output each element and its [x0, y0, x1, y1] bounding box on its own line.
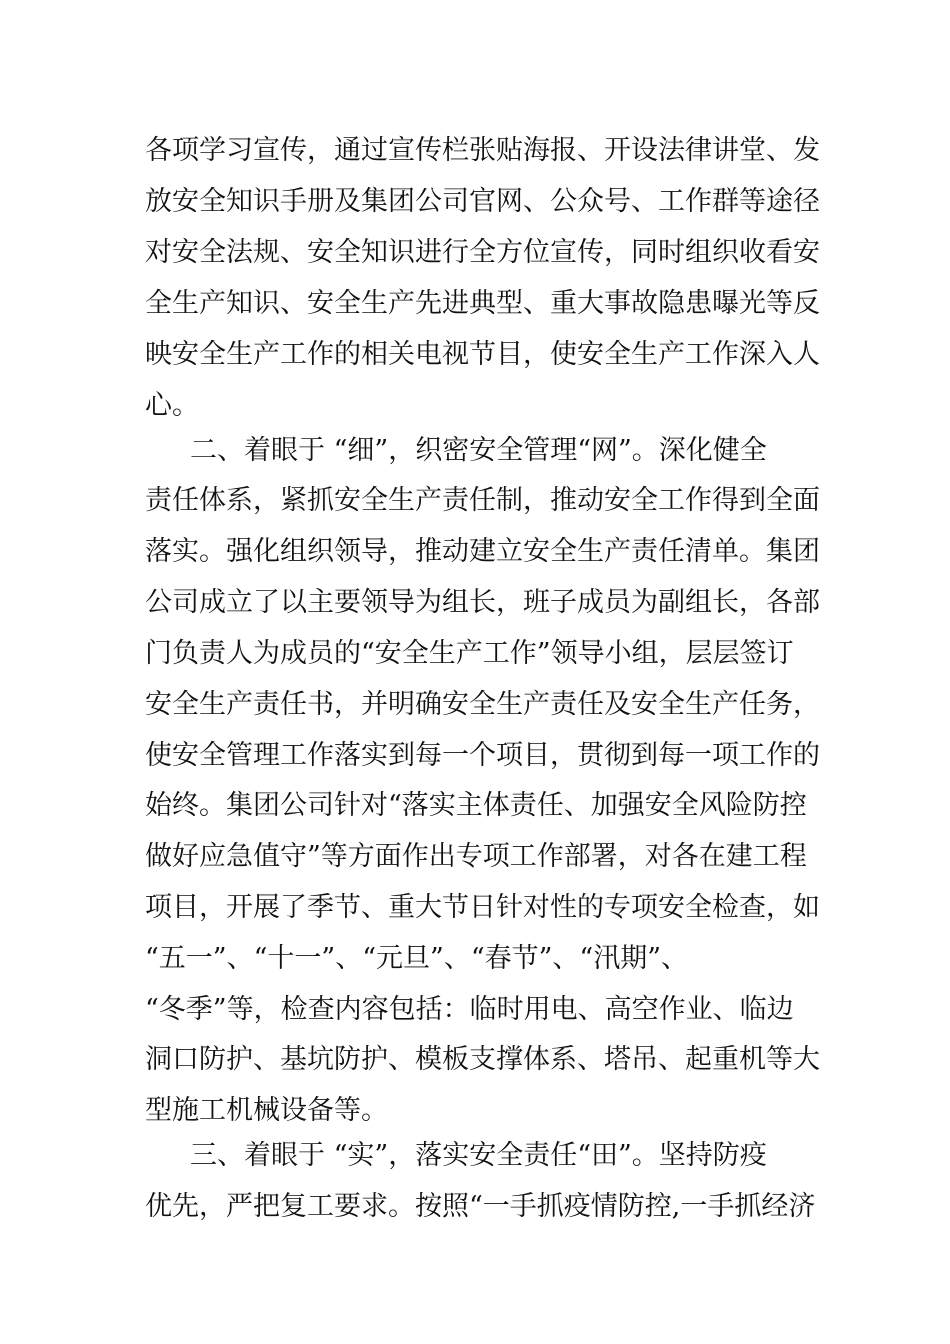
section-heading-line: 三、着眼于 “实”，落实安全责任“田”。坚持防疫 [190, 1140, 767, 1171]
text-line: 落实。强化组织领导，推动建立安全生产责任清单。集团 [145, 536, 820, 567]
text-line: “五一”、“十一”、“元旦”、“春节”、“汛期”、 [145, 943, 689, 974]
text-line: 对安全法规、安全知识进行全方位宣传，同时组织收看安 [145, 237, 820, 268]
text-line: 心。 [145, 390, 199, 421]
text-line: “冬季”等，检查内容包括：临时用电、高空作业、临边 [145, 994, 794, 1025]
text-line: 做好应急值守”等方面作出专项工作部署，对各在建工程 [145, 841, 807, 872]
text-line: 洞口防护、基坑防护、模板支撑体系、塔吊、起重机等大 [145, 1044, 820, 1075]
text-line: 映安全生产工作的相关电视节目，使安全生产工作深入人 [145, 339, 820, 370]
text-line: 公司成立了以主要领导为组长，班子成员为副组长，各部 [145, 587, 820, 618]
text-line: 全生产知识、安全生产先进典型、重大事故隐患曝光等反 [145, 288, 820, 319]
text-line: 门负责人为成员的“安全生产工作”领导小组，层层签订 [145, 638, 794, 669]
text-line: 责任体系，紧抓安全生产责任制，推动安全工作得到全面 [145, 485, 820, 516]
text-line: 项目，开展了季节、重大节日针对性的专项安全检查，如 [145, 892, 820, 923]
text-line: 型施工机械设备等。 [145, 1095, 388, 1126]
text-line: 安全生产责任书，并明确安全生产责任及安全生产任务， [145, 689, 820, 720]
text-line: 各项学习宣传，通过宣传栏张贴海报、开设法律讲堂、发 [145, 135, 820, 166]
text-line: 放安全知识手册及集团公司官网、公众号、工作群等途径 [145, 186, 820, 217]
text-line: 始终。集团公司针对“落实主体责任、加强安全风险防控 [145, 790, 807, 821]
section-heading-line: 二、着眼于 “细”，织密安全管理“网”。深化健全 [190, 435, 767, 466]
text-line: 优先，严把复工要求。按照“一手抓疫情防控,一手抓经济 [145, 1191, 816, 1222]
text-line: 使安全管理工作落实到每一个项目，贯彻到每一项工作的 [145, 740, 820, 771]
